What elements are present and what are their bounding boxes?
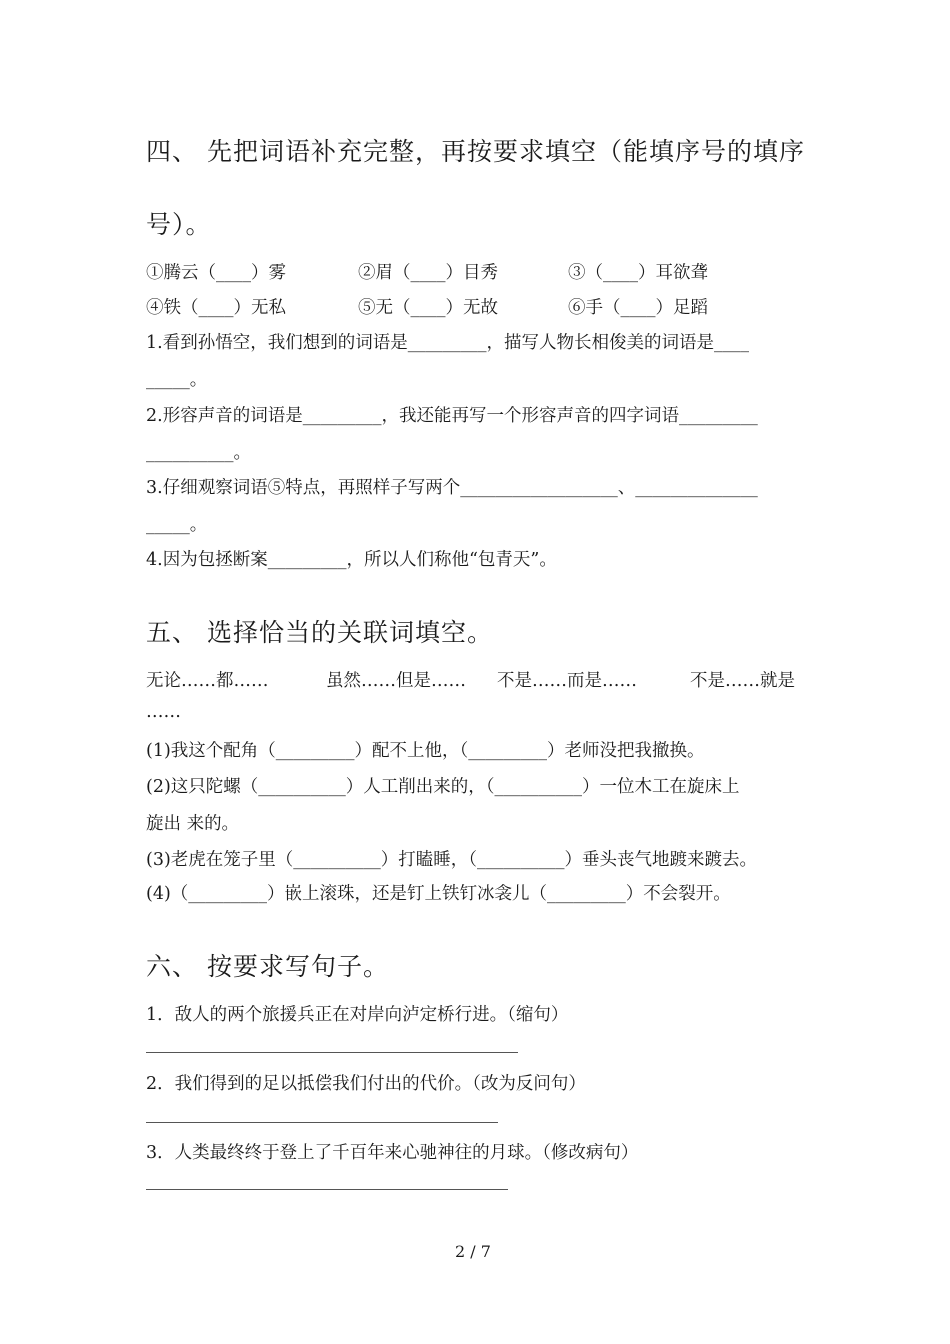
s5-question-3: (3)老虎在笼子里（__________）打瞌睡，（__________）垂头丧气地踱来踱去。 (146, 850, 758, 870)
s4-question-4: 4.因为包拯断案_________，所以人们称他“包青天”。 (146, 550, 557, 570)
s6-question-3: 3．人类最终终于登上了千百年来心驰神往的月球。（修改病句） (146, 1143, 639, 1163)
conjunction-option-4-tail: …… (146, 702, 181, 722)
idiom-3: ③（____）耳欲聋 (568, 263, 708, 283)
answer-line-1 (146, 1052, 518, 1053)
idiom-5: ⑤无（____）无故 (358, 298, 498, 318)
conjunction-option-1: 无论……都…… (146, 671, 269, 691)
s5-question-1: (1)我这个配角（_________）配不上他，（_________）老师没把我撤换。 (146, 741, 705, 761)
s5-question-2-line2: 旋出 来的。 (146, 814, 240, 834)
idiom-4: ④铁（____）无私 (146, 298, 286, 318)
page-number: 2 / 7 (455, 1242, 491, 1261)
answer-line-3 (146, 1189, 508, 1190)
section6-heading: 六、 按要求写句子。 (146, 952, 389, 981)
conjunction-option-4: 不是……就是 (690, 671, 795, 691)
s4-question-3-line1: 3.仔细观察词语⑤特点，再照样子写两个__________________、______________ (146, 478, 758, 498)
conjunction-option-3: 不是……而是…… (497, 671, 637, 691)
section4-heading-line2: 号）。 (146, 210, 212, 239)
s4-question-1-line2: _____。 (146, 370, 208, 390)
s6-question-1: 1．敌人的两个旅援兵正在对岸向泸定桥行进。（缩句） (146, 1005, 569, 1025)
answer-line-2 (146, 1122, 498, 1123)
idiom-6: ⑥手（____）足蹈 (568, 298, 708, 318)
s4-question-1-line1: 1.看到孙悟空，我们想到的词语是_________，描写人物长相俊美的词语是____ (146, 333, 749, 353)
s4-question-3-line2: _____。 (146, 515, 208, 535)
s5-question-4: (4)（_________）嵌上滚珠，还是钉上铁钉冰衾儿（_________）不会裂开。 (146, 884, 731, 904)
conjunction-option-2: 虽然……但是…… (326, 671, 466, 691)
s6-question-2: 2．我们得到的足以抵偿我们付出的代价。（改为反问句） (146, 1074, 586, 1094)
idiom-1: ①腾云（____）雾 (146, 263, 286, 283)
s5-question-2-line1: (2)这只陀螺（__________）人工削出来的，（__________）一位木工在旋床上 (146, 777, 740, 797)
s4-question-2-line1: 2.形容声音的词语是_________，我还能再写一个形容声音的四字词语_________ (146, 406, 758, 426)
idiom-2: ②眉（____）目秀 (358, 263, 498, 283)
section5-heading: 五、 选择恰当的关联词填空。 (146, 618, 493, 647)
s4-question-2-line2: __________。 (146, 443, 251, 463)
section4-heading-line1: 四、 先把词语补充完整，再按要求填空（能填序号的填序 (146, 137, 805, 166)
